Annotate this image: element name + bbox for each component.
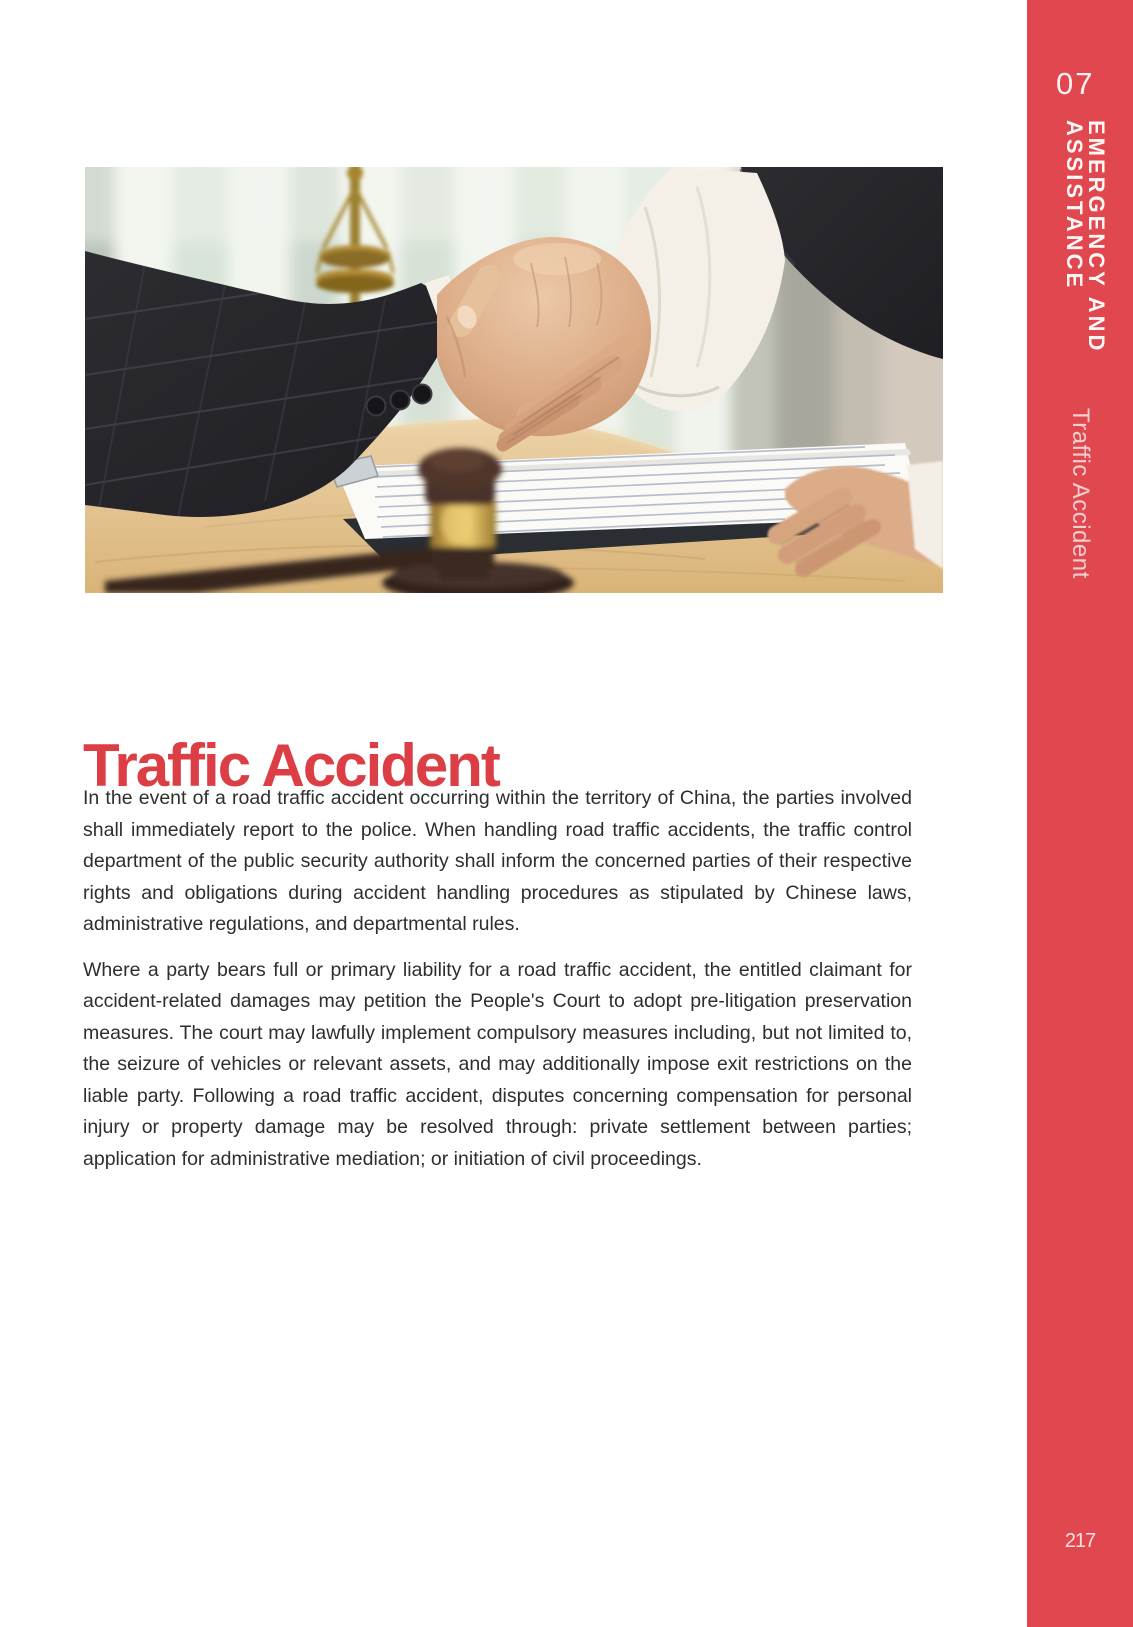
chapter-title-line-1: EMERGENCY AND: [1084, 120, 1109, 354]
handshake-photo-svg: [85, 167, 943, 593]
chapter-title-line-2: ASSISTANCE: [1062, 120, 1087, 291]
page-title: Traffic Accident: [83, 732, 499, 800]
paragraph-2: Where a party bears full or primary liability for a road traffic accident, the entitled claimant for accident-related damages may petition the People's Court to adopt pre-litigation preservation measures. The court may lawfully implement compulsory measures including, but not limited to, the seizure of vehicles or relevant assets, and may additionally impose exit restrictions on the liable party. Following a road traffic accident, disputes concerning compensation for personal injury or property damage may be resolved through: private settlement between parties; application for administrative mediation; or initiation of civil proceedings.: [83, 958, 912, 1170]
page-number: 217: [1064, 1530, 1096, 1552]
chapter-sidebar: [1027, 0, 1133, 1627]
chapter-number: 07: [1056, 66, 1095, 101]
paragraph-1: In the event of a road traffic accident occurring within the territory of China, the parties involved shall immediately report to the police. When handling road traffic accidents, the traffic control department of the public security authority shall inform the concerned parties of their respective rights and obligations during accident handling procedures as stipulated by Chinese laws, administrative regulations, and departmental rules.: [83, 787, 912, 935]
section-label: Traffic Accident: [1067, 408, 1094, 579]
handshake-photo: [85, 167, 943, 593]
chapter-title: [1063, 120, 1107, 380]
article-body: [83, 783, 912, 1189]
